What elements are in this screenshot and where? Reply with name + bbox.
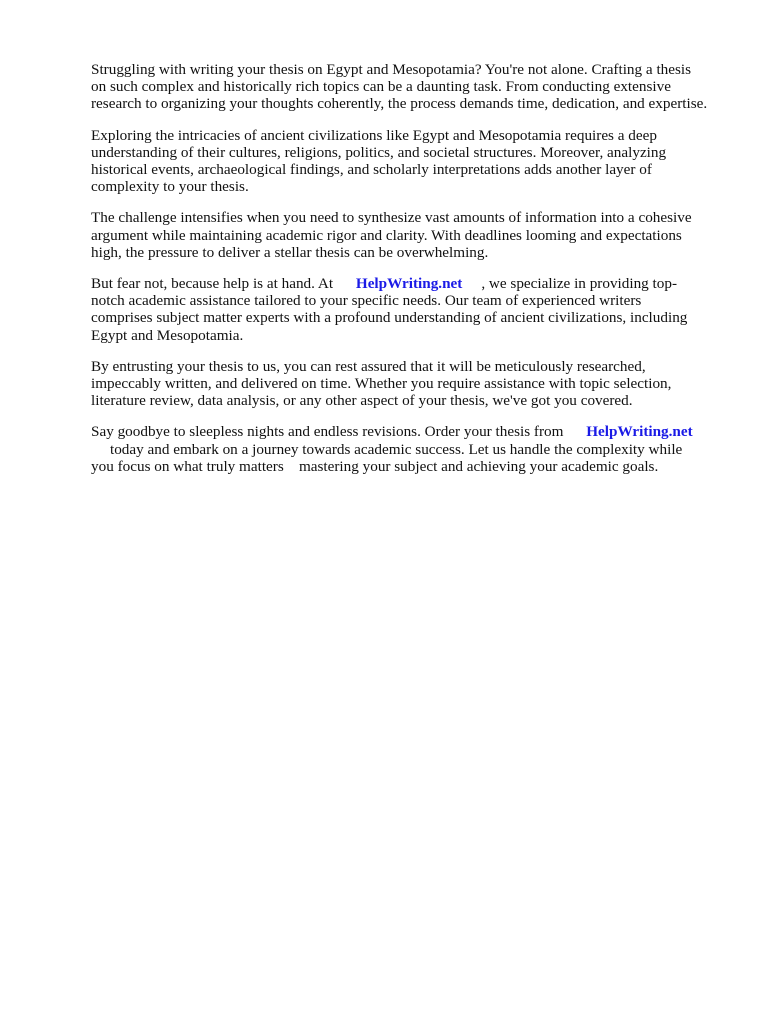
text-line-with-link [91,275,711,292]
text-line: argument while maintaining academic rigor and clarity. With deadlines looming and expectations [91,226,682,244]
text-line-with-link [91,423,711,440]
text-line: Egypt and Mesopotamia. [91,326,244,344]
paragraph-challenge [91,209,711,261]
text-segment: , we specialize in providing top- [462,275,678,293]
text-line: notch academic assistance tailored to your specific needs. Our team of experienced writers [91,292,642,310]
helpwriting-link[interactable]: HelpWriting.net [586,423,693,441]
paragraph-goodbye [91,423,711,475]
text-line: By entrusting your thesis to us, you can rest assured that it will be meticulously researched, [91,357,646,375]
text-segment: Say goodbye to sleepless nights and endless revisions. Order your thesis from [91,423,587,441]
text-line: historical events, archaeological findings, and scholarly interpretations adds another layer of [91,161,652,179]
text-line: The challenge intensifies when you need to synthesize vast amounts of information into a cohesive [91,209,692,227]
text-line: comprises subject matter experts with a profound understanding of ancient civilizations, including [91,309,688,327]
text-line: you focus on what truly matters mastering your subject and achieving your academic goals. [91,457,659,475]
helpwriting-link[interactable]: HelpWriting.net [355,275,463,293]
text-line: Exploring the intricacies of ancient civilizations like Egypt and Mesopotamia requires a deep [91,126,657,144]
text-line: high, the pressure to deliver a stellar thesis can be overwhelming. [91,243,489,261]
text-line: complexity to your thesis. [91,178,249,196]
text-line: research to organizing your thoughts coherently, the process demands time, dedication, and expertise. [91,95,708,113]
paragraph-help [91,275,711,344]
paragraph-entrusting [91,358,711,410]
text-segment: But fear not, because help is at hand. At [91,275,356,293]
text-line: Struggling with writing your thesis on Egypt and Mesopotamia? You're not alone. Crafting a thesis [91,61,692,78]
paragraph-exploring [91,127,711,196]
document-body [91,61,711,489]
paragraph-intro [91,61,711,113]
text-line: impeccably written, and delivered on time. Whether you require assistance with topic selection, [91,375,672,393]
text-line: on such complex and historically rich topics can be a daunting task. From conducting extensive [91,78,671,96]
text-line: understanding of their cultures, religions, politics, and societal structures. Moreover, analyzing [91,143,667,161]
text-line: today and embark on a journey towards academic success. Let us handle the complexity while [91,440,683,458]
text-line: literature review, data analysis, or any other aspect of your thesis, we've got you covered. [91,392,633,410]
